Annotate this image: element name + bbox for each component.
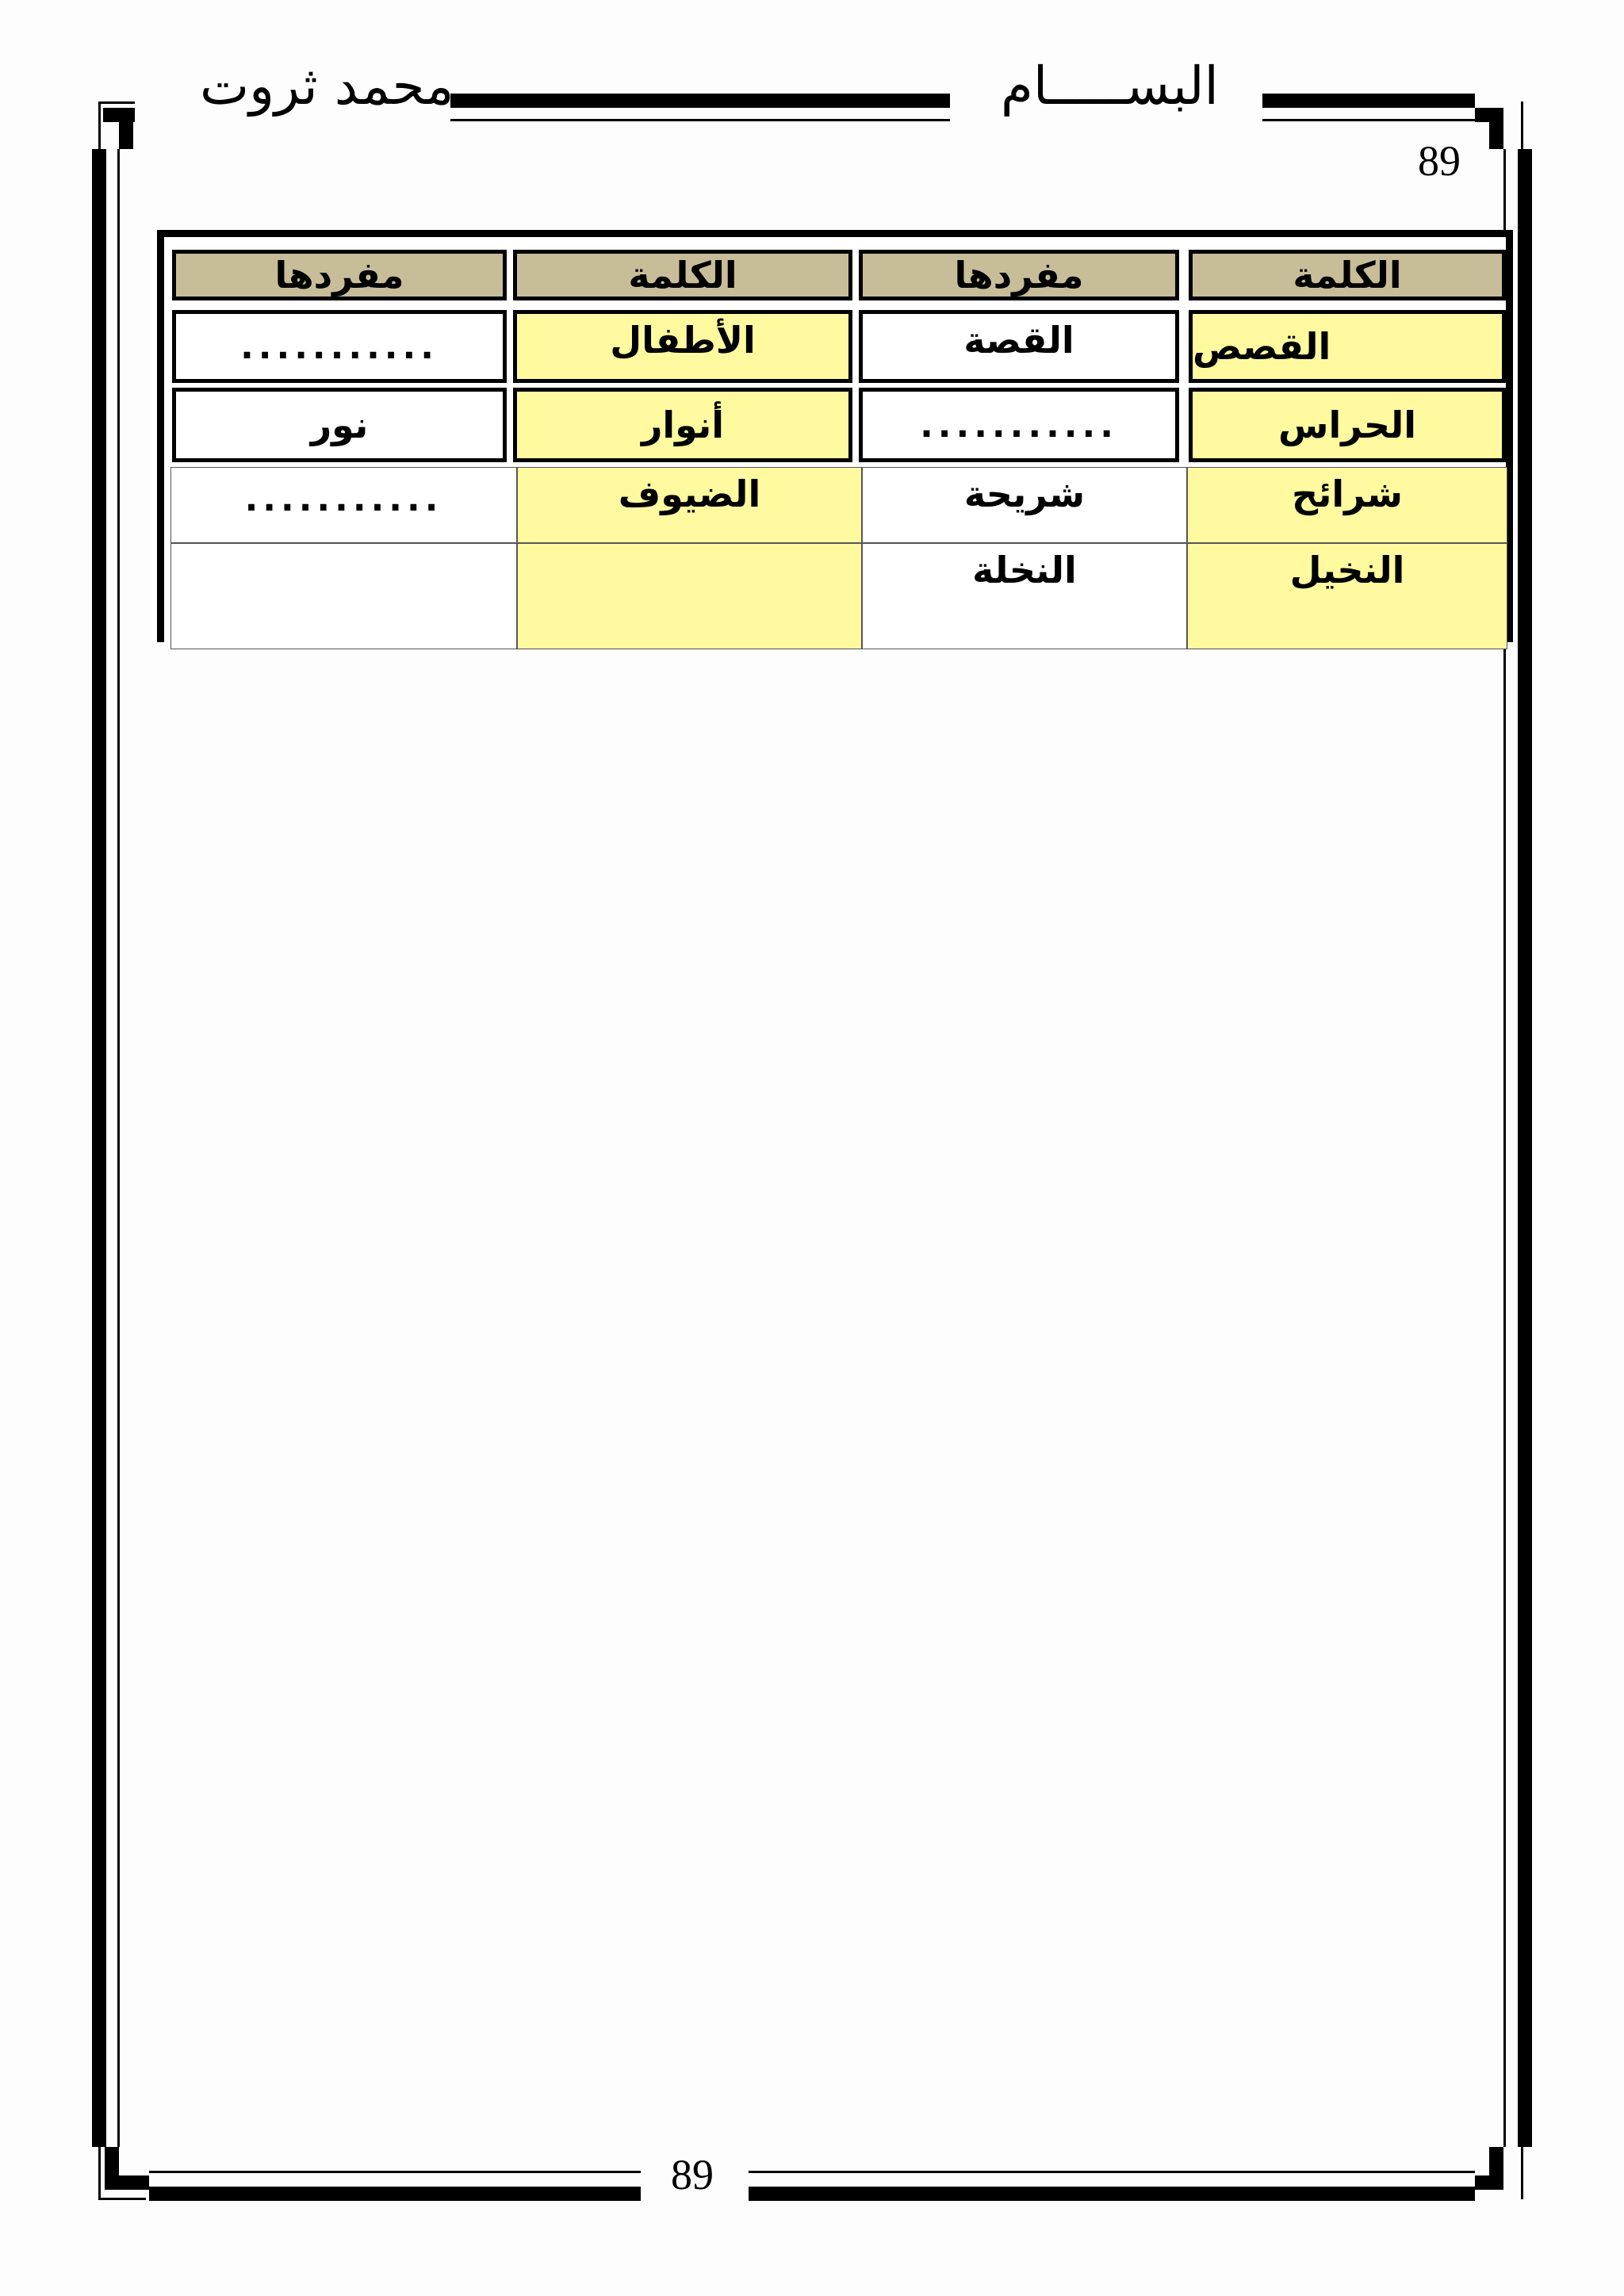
frame-left-rail [92, 149, 106, 2147]
frame-corner-tr-post [1489, 108, 1503, 149]
header-cell-singular-1: مفردها [859, 250, 1179, 300]
table-cell-r1-singular-2: ........... [172, 310, 507, 383]
frame-top-center-hairline [450, 119, 950, 121]
frame-corner-tl-hair [98, 101, 101, 151]
frame-corner-bl-bar [105, 2175, 149, 2190]
frame-corner-br-bar [1475, 2175, 1503, 2190]
page-number-bottom: 89 [671, 2151, 714, 2198]
table-cell-r2-singular-1: ........... [859, 388, 1179, 462]
word-table [157, 230, 1513, 642]
table-cell-r2-word-2: أنوار [513, 388, 852, 462]
page-number-top: 89 [1418, 137, 1461, 185]
table-cell-r3-word-2: الضيوف [517, 467, 862, 543]
header-cell-word-2: الكلمة [513, 250, 852, 300]
table-cell-r2-word-1: الحراس [1189, 388, 1506, 462]
table-cell-r1-word-1: القصص [1189, 310, 1506, 383]
header-title: البســـــام [1001, 55, 1219, 117]
table-cell-r3-singular-1: شريحة [862, 467, 1187, 543]
table-cell-r2-singular-2: نور [172, 388, 507, 462]
table-cell-r1-singular-1: القصة [859, 310, 1179, 383]
header-author: محمد ثروت [200, 55, 454, 117]
table-cell-r3-singular-2: ........... [170, 467, 517, 543]
frame-bottom-left-hairline [149, 2171, 641, 2173]
frame-top-right-bar [1262, 94, 1475, 108]
frame-corner-tr-hair [1521, 101, 1523, 151]
table-cell-r4-word-1: النخيل [1187, 543, 1507, 649]
frame-corner-br-hair [1521, 2147, 1523, 2199]
frame-left-hairline [117, 149, 120, 2147]
frame-top-right-hairline [1262, 119, 1475, 121]
table-cell-r4-singular-1: النخلة [862, 543, 1187, 649]
frame-corner-tl-hair-h [98, 101, 135, 104]
table-cell-r1-word-2: الأطفال [513, 310, 852, 383]
table-cell-r4-singular-2 [170, 543, 517, 649]
header-cell-word-1: الكلمة [1189, 250, 1506, 300]
frame-right-rail [1518, 149, 1532, 2147]
header-cell-singular-2: مفردها [172, 250, 507, 300]
frame-corner-bl-hair [98, 2147, 101, 2199]
frame-bottom-left-bar [149, 2187, 641, 2201]
frame-top-center-bar [450, 94, 950, 108]
table-cell-r4-word-2 [517, 543, 862, 649]
table-cell-r3-word-1: شرائح [1187, 467, 1507, 543]
frame-corner-tl-post [119, 108, 133, 149]
frame-corner-bl-hair-h [98, 2198, 146, 2200]
frame-bottom-right-hairline [749, 2171, 1475, 2173]
frame-bottom-right-bar [749, 2187, 1475, 2201]
